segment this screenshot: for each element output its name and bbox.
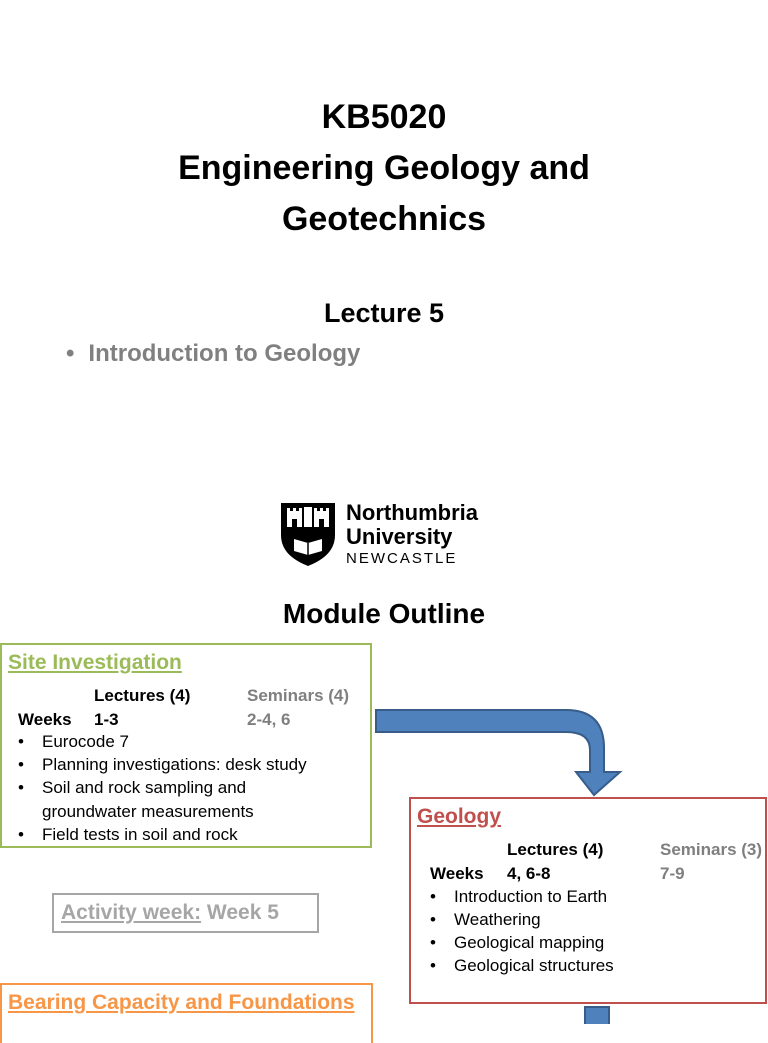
activity-week-label: Activity week: <box>61 901 202 924</box>
list-item: • Geological mapping <box>430 933 605 952</box>
activity-week-box <box>52 893 319 933</box>
bearing-capacity-heading: Bearing Capacity and Foundations <box>8 991 355 1014</box>
module-outline-title: Module Outline <box>282 598 486 629</box>
bullet-icon: • <box>66 340 75 367</box>
bearing-capacity-box <box>0 983 373 1043</box>
activity-week-text <box>61 901 279 925</box>
si-seminar-weeks: 2-4, 6 <box>247 710 291 729</box>
geo-weeks-label: Weeks <box>430 864 484 883</box>
list-item: • Soil and rock sampling and <box>18 778 247 797</box>
si-seminars-label: Seminars (4) <box>247 686 350 705</box>
list-item: • Field tests in soil and rock <box>18 825 238 844</box>
logo-line-3: NEWCASTLE <box>346 550 458 567</box>
logo-line-1: Northumbria <box>346 500 478 525</box>
lecture-topic-text: Introduction to Geology <box>88 340 361 367</box>
site-investigation-heading: Site Investigation <box>8 651 182 674</box>
list-item: • Introduction to Earth <box>430 887 608 906</box>
geo-lecture-weeks: 4, 6-8 <box>507 864 551 883</box>
si-lecture-weeks: 1-3 <box>94 710 119 729</box>
arrow-si-to-geology <box>376 710 620 795</box>
site-investigation-box <box>0 643 372 848</box>
geo-seminars-label: Seminars (3) <box>660 840 763 859</box>
list-item-continuation: groundwater measurements <box>42 802 254 821</box>
geology-heading: Geology <box>417 805 502 828</box>
geo-lectures-label: Lectures (4) <box>507 840 604 859</box>
geo-seminar-weeks: 7-9 <box>660 864 685 883</box>
lecture-number: Lecture 5 <box>323 298 445 328</box>
course-title-line1: Engineering Geology and <box>178 149 590 187</box>
list-item: • Eurocode 7 <box>18 732 129 751</box>
si-lectures-label: Lectures (4) <box>94 686 191 705</box>
geology-box <box>409 797 767 1004</box>
si-weeks-label: Weeks <box>18 710 72 729</box>
activity-week-value: Week 5 <box>206 901 279 924</box>
course-code: KB5020 <box>321 98 447 136</box>
course-title-line2: Geotechnics <box>281 200 487 238</box>
arrow-geology-down <box>585 1007 609 1024</box>
list-item: • Weathering <box>430 910 541 929</box>
list-item: • Planning investigations: desk study <box>18 755 307 774</box>
logo-line-2: University <box>346 524 453 549</box>
list-item: • Geological structures <box>430 956 614 975</box>
